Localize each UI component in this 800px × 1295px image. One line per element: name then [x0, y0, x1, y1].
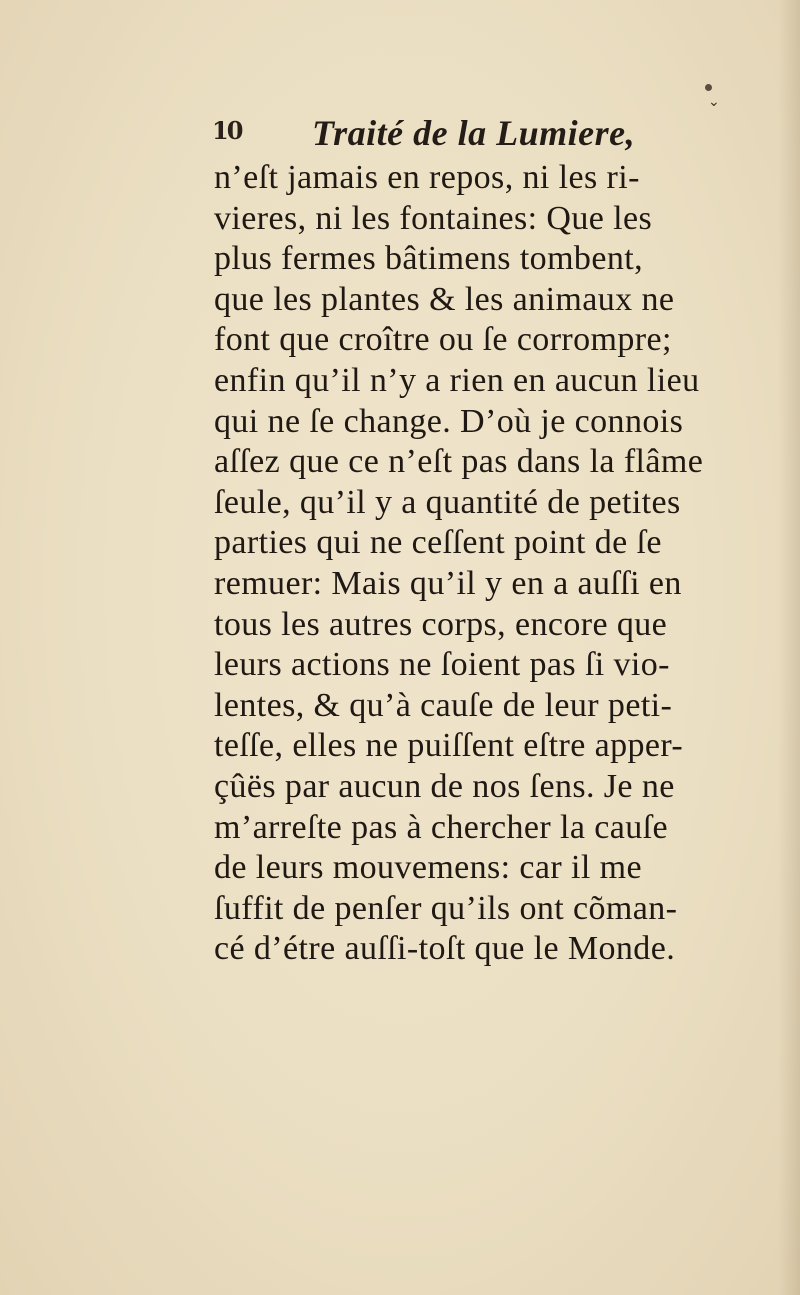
- text-line: lentes, & qu’à cauſe de leur peti-: [214, 686, 673, 724]
- text-line: teſſe, elles ne puiſſent eſtre apper-: [214, 727, 684, 765]
- text-line: ſuffit de penſer qu’ils ont cõman-: [214, 889, 678, 927]
- text-line: cé d’étre auſſi-toſt que le Monde.: [214, 930, 676, 968]
- text-line: n’eſt jamais en repos, ni les ri-: [214, 159, 640, 196]
- text-line: enfin qu’il n’y a rien en aucun lieu: [214, 361, 700, 399]
- text-line: leurs actions ne ſoient pas ſi vio-: [214, 646, 670, 684]
- text-line: tous les autres corps, encore que: [214, 605, 668, 643]
- text-line: remuer: Mais qu’il y en a auſſi en: [214, 564, 682, 602]
- text-line: que les plantes & les animaux ne: [214, 280, 675, 318]
- ink-mark: ⌄: [708, 94, 720, 110]
- text-line: font que croître ou ſe corrompre;: [214, 321, 672, 359]
- running-head: [212, 112, 692, 160]
- text-line: plus fermes bâtimens tombent,: [214, 240, 643, 278]
- text-line: de leurs mouvemens: car il me: [214, 849, 642, 887]
- ink-speck: [705, 84, 712, 91]
- text-line: qui ne ſe change. D’où je connois: [214, 402, 684, 440]
- body-text: [214, 158, 754, 970]
- running-title: Traité de la Lumiere,: [312, 113, 636, 153]
- text-line: çûës par aucun de nos ſens. Je ne: [214, 767, 675, 805]
- page-edge-shadow: [778, 0, 800, 1295]
- text-line: parties qui ne ceſſent point de ſe: [214, 524, 662, 562]
- text-line: aſſez que ce n’eſt pas dans la flâme: [214, 443, 704, 481]
- text-line: ſeule, qu’il y a quantité de petites: [214, 483, 681, 521]
- page-number: 10: [212, 116, 242, 145]
- text-line: vieres, ni les fontaines: Que les: [214, 199, 653, 237]
- text-line: m’arreſte pas à chercher la cauſe: [214, 808, 668, 846]
